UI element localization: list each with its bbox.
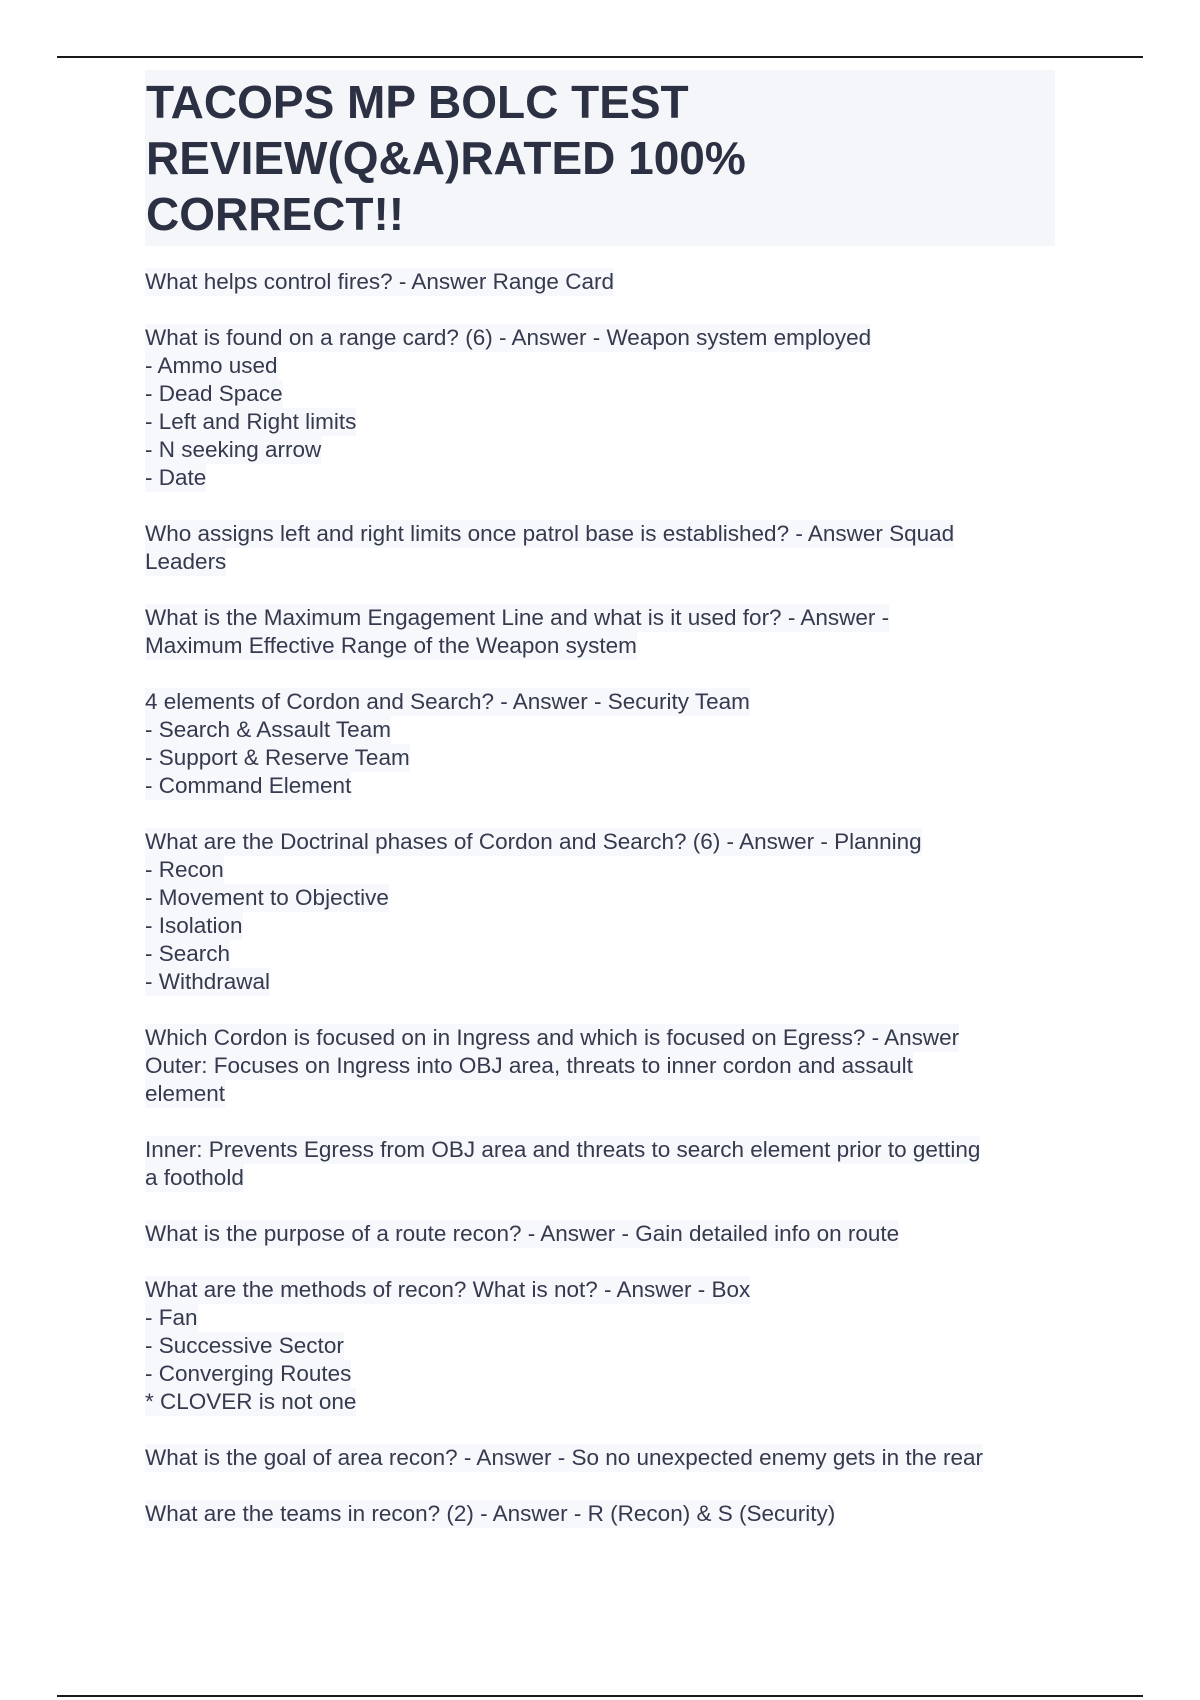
qa-question-line: Who assigns left and right limits once patrol base is established? - Answer Squad bbox=[145, 521, 955, 546]
qa-question-line: Inner: Prevents Egress from OBJ area and threats to search element prior to getting bbox=[145, 1137, 981, 1162]
qa-question-line: What is found on a range card? (6) - Answer - Weapon system employed bbox=[145, 325, 872, 350]
qa-item bbox=[145, 268, 1055, 296]
qa-item bbox=[145, 688, 1055, 800]
qa-item bbox=[145, 1136, 1055, 1192]
qa-answer-line: element bbox=[145, 1081, 226, 1106]
qa-answer-line: a foothold bbox=[145, 1165, 244, 1190]
document-title bbox=[145, 70, 1055, 246]
qa-item bbox=[145, 520, 1055, 576]
qa-answer-line: - Withdrawal bbox=[145, 969, 271, 994]
title-line: REVIEW(Q&A)RATED 100% bbox=[146, 132, 746, 184]
qa-answer-line: - Ammo used bbox=[145, 353, 278, 378]
title-line: CORRECT!! bbox=[146, 188, 405, 240]
qa-answer-line: - Command Element bbox=[145, 773, 352, 798]
qa-answer-line: - N seeking arrow bbox=[145, 437, 322, 462]
qa-answer-line: - Converging Routes bbox=[145, 1361, 352, 1386]
qa-item bbox=[145, 1024, 1055, 1108]
top-divider bbox=[57, 56, 1143, 58]
bottom-divider bbox=[57, 1695, 1143, 1697]
qa-item bbox=[145, 1276, 1055, 1416]
qa-question-line: What is the goal of area recon? - Answer - So no unexpected enemy gets in the rear bbox=[145, 1445, 983, 1470]
qa-answer-line: * CLOVER is not one bbox=[145, 1389, 357, 1414]
qa-answer-line: - Date bbox=[145, 465, 207, 490]
qa-answer-line: - Recon bbox=[145, 857, 224, 882]
qa-question-line: What helps control fires? - Answer Range Card bbox=[145, 269, 614, 294]
qa-answer-line: - Movement to Objective bbox=[145, 885, 389, 910]
qa-item bbox=[145, 1444, 1055, 1472]
qa-answer-line: Maximum Effective Range of the Weapon system bbox=[145, 633, 637, 658]
qa-question-line: What are the Doctrinal phases of Cordon and Search? (6) - Answer - Planning bbox=[145, 829, 922, 854]
title-line: TACOPS MP BOLC TEST bbox=[146, 76, 689, 128]
qa-list bbox=[145, 268, 1055, 1528]
qa-question-line: Which Cordon is focused on in Ingress and which is focused on Egress? - Answer bbox=[145, 1025, 960, 1050]
qa-item bbox=[145, 1220, 1055, 1248]
qa-answer-line: - Support & Reserve Team bbox=[145, 745, 410, 770]
qa-question-line: What is the Maximum Engagement Line and what is it used for? - Answer - bbox=[145, 605, 890, 630]
qa-answer-line: - Left and Right limits bbox=[145, 409, 357, 434]
qa-answer-line: - Dead Space bbox=[145, 381, 283, 406]
qa-question-line: What are the methods of recon? What is not? - Answer - Box bbox=[145, 1277, 751, 1302]
qa-question-line: 4 elements of Cordon and Search? - Answer - Security Team bbox=[145, 689, 750, 714]
qa-item bbox=[145, 828, 1055, 996]
document-body bbox=[145, 70, 1055, 1556]
qa-item bbox=[145, 604, 1055, 660]
qa-answer-line: Leaders bbox=[145, 549, 227, 574]
qa-answer-line: - Fan bbox=[145, 1305, 198, 1330]
qa-answer-line: Outer: Focuses on Ingress into OBJ area, threats to inner cordon and assault bbox=[145, 1053, 913, 1078]
qa-answer-line: - Search bbox=[145, 941, 231, 966]
qa-answer-line: - Isolation bbox=[145, 913, 243, 938]
qa-question-line: What are the teams in recon? (2) - Answer - R (Recon) & S (Security) bbox=[145, 1501, 836, 1526]
qa-answer-line: - Search & Assault Team bbox=[145, 717, 391, 742]
qa-item bbox=[145, 1500, 1055, 1528]
qa-item bbox=[145, 324, 1055, 492]
qa-question-line: What is the purpose of a route recon? - Answer - Gain detailed info on route bbox=[145, 1221, 900, 1246]
qa-answer-line: - Successive Sector bbox=[145, 1333, 344, 1358]
